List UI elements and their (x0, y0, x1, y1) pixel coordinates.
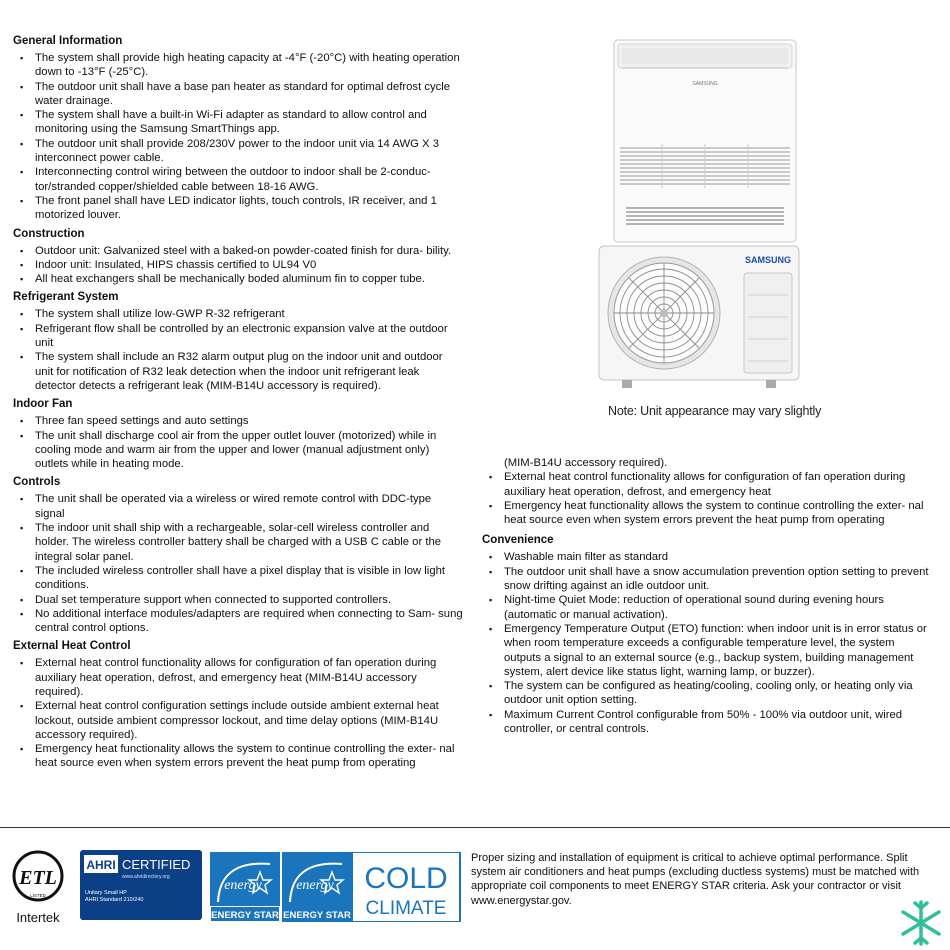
cold-text: COLD (364, 862, 448, 895)
energy-star-cold-climate-logo (282, 852, 462, 922)
continuation-text: (MIM-B14U accessory required). (504, 457, 668, 469)
bullet-item: ▪ The system shall provide high heating capacity at -4°F (-20°C) with heating operation down to -13°F (-25°C). (13, 51, 463, 80)
bullet-item: ▪ The outdoor unit shall have a base pan heater as standard for optimal defrost cycle water drainage. (13, 80, 463, 109)
climate-text: CLIMATE (365, 898, 447, 919)
bullet-item: ▪ Interconnecting control wiring between the outdoor to indoor shall be 2-conduc- tor/stranded copper/shielded cable between 18-16 AWG. (13, 165, 463, 194)
bullet-item: ▪ Three fan speed settings and auto settings (13, 414, 463, 428)
ahri-certified-logo (80, 850, 202, 920)
bullet-item: ▪ The system shall have a built-in Wi-Fi adapter as standard to allow control and monitoring using the Samsung SmartThings app. (13, 108, 463, 137)
appearance-note: Note: Unit appearance may vary slightly (608, 404, 822, 418)
bullet-item: ▪ The indoor unit shall ship with a rechargeable, solar-cell wireless controller and holder. The wireless controller battery shall be charged with a USB C cable or the integral solar panel. (13, 521, 463, 564)
bullet-item: ▪ The unit shall discharge cool air from the upper outlet louver (motorized) while in cooling mode and warm air from the upper and lower (manual adjustment only) outlets while in heating mode. (13, 429, 463, 472)
etl-listed-text: LISTED (30, 893, 46, 898)
ahri-brand-text: AHRI (86, 858, 116, 872)
energy-star-label-2: ENERGY STAR (283, 910, 351, 921)
section-heading: Refrigerant System (13, 291, 119, 304)
bullet-item: ▪ The system shall utilize low-GWP R-32 refrigerant (13, 307, 463, 321)
ahri-line2: AHRI Standard 210/240 (85, 897, 144, 903)
etl-text: ETL (19, 867, 57, 889)
indoor-brand-text: SAMSUNG (692, 81, 718, 87)
energy-star-logo (210, 852, 280, 922)
bullet-item: ▪ External heat control configuration settings include outside ambient external heat lockout, outside ambient compressor lockout, and time delay options (MIM-B14U accessory required). (13, 699, 463, 742)
bullet-item: ▪ Indoor unit: Insulated, HIPS chassis certified to UL94 V0 (13, 258, 463, 272)
bullet-item: ▪ The included wireless controller shall have a pixel display that is visible in low light conditions. (13, 564, 463, 593)
bullet-item: ▪ Outdoor unit: Galvanized steel with a baked-on powder-coated finish for dura- bility. (13, 244, 463, 258)
bullet-item: ▪ No additional interface modules/adapters are required when connecting to Sam- sung central control options. (13, 607, 463, 636)
ahri-certified-text: CERTIFIED (122, 857, 191, 872)
etl-listed-logo (10, 850, 66, 928)
section-heading: Indoor Fan (13, 398, 73, 411)
bullet-item: ▪ Refrigerant flow shall be controlled by an electronic expansion valve at the outdoor unit (13, 322, 463, 351)
outdoor-brand-text: SAMSUNG (744, 255, 792, 265)
section-list (13, 414, 463, 471)
section-heading: Construction (13, 227, 85, 240)
left-column (13, 30, 463, 771)
bullet-item: ▪ Emergency heat functionality allows the system to continue controlling the exter- nal heat source even when system errors prevent the heat pump from operating (482, 499, 930, 528)
bullet-item: ▪ External heat control functionality allows for configuration of fan operation during auxiliary heat operation, defrost, and emergency heat (482, 470, 930, 499)
indoor-unit-image (612, 38, 798, 244)
ahri-line1: Unitary Small HP (85, 890, 127, 896)
bullet-item: ▪ The system can be configured as heating/cooling, cooling only, or heating only via outdoor unit option setting. (482, 679, 930, 708)
section-list (13, 492, 463, 635)
energy-script-text: energy (224, 878, 262, 893)
snowflake-icon (896, 898, 946, 948)
bullet-item: ▪ The unit shall be operated via a wireless or wired remote control with DDC-type signal (13, 492, 463, 521)
ahri-url: www.ahridirectory.org (122, 874, 170, 880)
section-heading: General Information (13, 35, 123, 47)
convenience-list (482, 550, 930, 736)
energy-star-disclaimer: Proper sizing and installation of equipment is critical to achieve optimal performance. Split system air conditioners and heat pumps (excluding ductless systems) must be matched with appropriate coil components to meet ENERGY STAR criteria. Ask your contractor or visit www.energystar.gov. (471, 852, 920, 907)
section-list (13, 307, 463, 393)
bullet-item: ▪ All heat exchangers shall be mechanically boded aluminum fin to copper tube. (13, 272, 463, 286)
energy-script-text-2: energy (296, 878, 334, 893)
bullet-item: ▪ Night-time Quiet Mode: reduction of operational sound during evening hours (automatic or manual activation). (482, 593, 930, 622)
right-column (482, 456, 930, 736)
section-list (13, 51, 463, 223)
bullet-item: ▪ Washable main filter as standard (482, 550, 930, 564)
bullet-item: ▪ Dual set temperature support when connected to supported controllers. (13, 593, 463, 607)
bullet-item: ▪ The system shall include an R32 alarm output plug on the indoor unit and outdoor unit for notification of R32 leak detection when the indoor unit refrigerant leak detector detects a refrigerant leak (MIM-B14U accessory is required). (13, 350, 463, 393)
section-list (13, 656, 463, 770)
bullet-item: ▪ The front panel shall have LED indicator lights, touch controls, IR receiver, and 1 motorized louver. (13, 194, 463, 223)
convenience-heading: Convenience (482, 534, 554, 547)
section-list (13, 244, 463, 287)
outdoor-unit-image (596, 243, 802, 391)
bullet-item: ▪ The outdoor unit shall provide 208/230V power to the indoor unit via 14 AWG X 3 interconnect power cable. (13, 137, 463, 166)
bullet-item: ▪ External heat control functionality allows for configuration of fan operation during auxiliary heat operation, defrost, and emergency heat (MIM-B14U accessory required). (13, 656, 463, 699)
section-heading: Controls (13, 476, 61, 489)
continuation-list (482, 470, 930, 527)
bullet-item: ▪ The outdoor unit shall have a snow accumulation prevention option setting to prevent snow drifting against an idle outdoor unit. (482, 565, 930, 594)
section-heading: External Heat Control (13, 640, 131, 653)
footer-divider (0, 827, 950, 828)
intertek-label: Intertek (16, 910, 60, 925)
bullet-item: ▪ Emergency Temperature Output (ETO) function: when indoor unit is in error status or when room temperature exceeds a configurable temperature level, the system outputs a signal to an external source (e.g., backup system, building management system, alert device like status light, warning lamp, or buzzer). (482, 622, 930, 679)
energy-star-label: ENERGY STAR (211, 910, 279, 921)
bullet-item: ▪ Emergency heat functionality allows the system to continue controlling the exter- nal heat source even when system errors prevent the heat pump from operating (13, 742, 463, 771)
bullet-item: ▪ Maximum Current Control configurable from 50% - 100% via outdoor unit, wired controller, or central controls. (482, 708, 930, 737)
